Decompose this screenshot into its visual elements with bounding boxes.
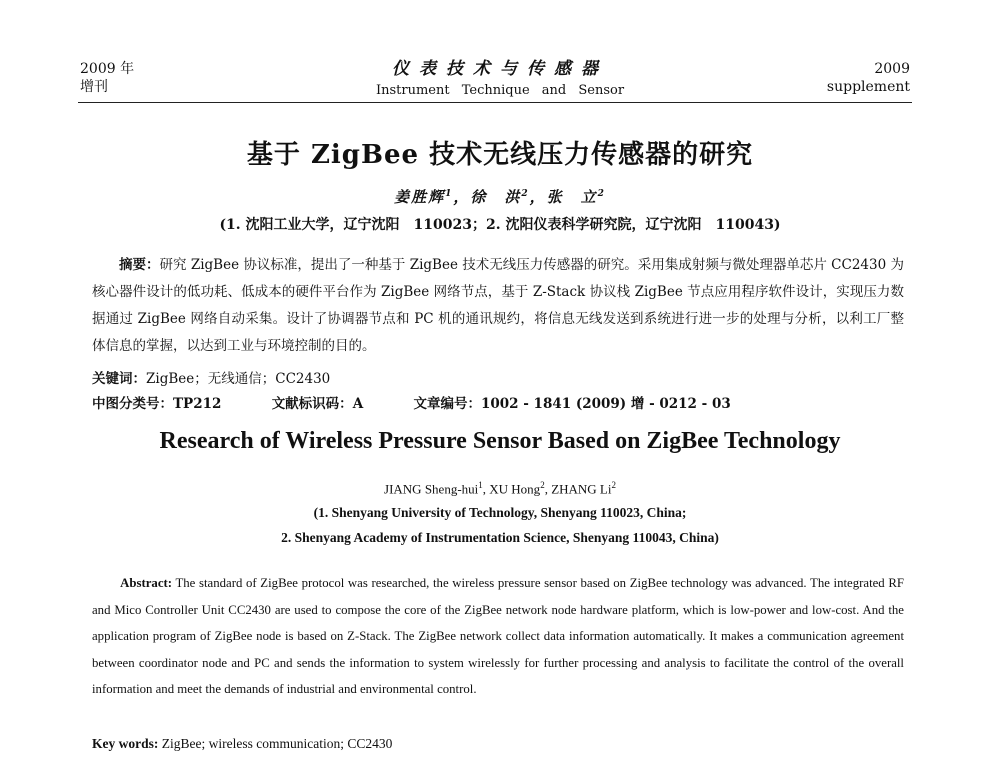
author-affil-mark: 2 bbox=[611, 480, 616, 490]
author-affil-mark: 1 bbox=[445, 189, 454, 199]
header-issue-en: supplement bbox=[826, 79, 910, 95]
author-name: XU Hong bbox=[489, 481, 541, 497]
header-year-cn: 2009 年 bbox=[80, 61, 135, 77]
keywords-cn bbox=[92, 367, 330, 387]
author-name: 张 立 bbox=[546, 188, 598, 206]
author-name: 徐 洪 bbox=[470, 188, 522, 206]
abstract-text-en: The standard of ZigBee protocol was researched, the wireless pressure sensor based on ZigBee technology was advanced. The integrated RF and Mico Controller Unit CC2430 are used to compose the core of the ZigBee network node hardware platform, which is low-power and low-cost. And the application program of ZigBee node is based on Z-Stack. The ZigBee network collect data information automatically. It makes a communication agreement between coordinator node and PC and sends the information to system wirelessly for further processing and analysis to facilitate the control of the overall information and meet the demands of industrial and environmental control. bbox=[92, 576, 905, 696]
document-code: 文献标识码：A bbox=[271, 396, 364, 412]
journal-name-cn: 仪表技术与传感器 bbox=[392, 59, 608, 79]
author-affil-mark: 2 bbox=[597, 189, 606, 199]
keywords-en bbox=[92, 736, 392, 752]
affiliation-en-1: (1. Shenyang University of Technology, Shenyang 110023, China; bbox=[313, 505, 687, 520]
keywords-text-cn: ZigBee；无线通信；CC2430 bbox=[146, 371, 331, 387]
abstract-text-cn: 研究 ZigBee 协议标准，提出了一种基于 ZigBee 技术无线压力传感器的研究。采用集成射频与微处理器单芯片 CC2430 为核心器件设计的低功耗、低成本的硬件平台作为 ZigBee 网络节点，基于 Z-Stack 协议栈 ZigBee 节点应用程序软件设计，实现压力数据通过 ZigBee 网络自动采集。设计了协调器节点和 PC 机的通讯规约，将信息无线发送到系统进行进一步的处理与分析，以利工厂整体信息的掌握，以达到工业与环境控制的目的。 bbox=[92, 257, 904, 354]
clc-number: 中图分类号：TP212 bbox=[92, 396, 222, 412]
author-name: ZHANG Li bbox=[551, 481, 612, 497]
classification-line bbox=[92, 392, 777, 412]
header-right bbox=[827, 60, 910, 96]
paper-title-en: Research of Wireless Pressure Sensor Based on ZigBee Technology bbox=[159, 428, 841, 454]
paper-title-cn: 基于 ZigBee 技术无线压力传感器的研究 bbox=[246, 140, 754, 170]
abstract-label-en: Abstract: bbox=[120, 576, 173, 590]
author-name: JIANG Sheng-hui bbox=[384, 481, 479, 497]
header-issue-cn: 增刊 bbox=[80, 79, 108, 95]
keywords-label-cn: 关键词： bbox=[92, 371, 146, 387]
abstract-en bbox=[92, 570, 904, 703]
keywords-label-en: Key words: bbox=[92, 736, 159, 751]
author-affil-mark: 2 bbox=[540, 480, 545, 490]
keywords-text-en: ZigBee; wireless communication; CC2430 bbox=[161, 736, 393, 751]
affiliation-cn: (1. 沈阳工业大学，辽宁沈阳 110023；2. 沈阳仪表科学研究院，辽宁沈阳 110043) bbox=[219, 217, 781, 233]
author-affil-mark: 1 bbox=[478, 480, 483, 490]
author-list-cn: 姜胜辉$^1$，徐 洪$^2$，张 立$^2$ bbox=[394, 188, 606, 206]
author-list-en: JIANG Sheng-hui$^1$, XU Hong$^2$, ZHANG Li$^2$ bbox=[384, 480, 616, 497]
author-affil-mark: 2 bbox=[521, 189, 530, 199]
article-number: 文章编号：1002 - 1841 (2009) 增 - 0212 - 03 bbox=[413, 396, 731, 412]
header-year-en: 2009 bbox=[874, 61, 910, 77]
author-name: 姜胜辉 bbox=[394, 188, 446, 206]
affiliation-en-2: 2. Shenyang Academy of Instrumentation Science, Shenyang 110043, China) bbox=[281, 530, 719, 545]
abstract-cn bbox=[92, 252, 904, 360]
abstract-label-cn: 摘要： bbox=[119, 257, 160, 273]
header-divider bbox=[78, 102, 912, 103]
journal-name-en: Instrument Technique and Sensor bbox=[375, 83, 625, 98]
